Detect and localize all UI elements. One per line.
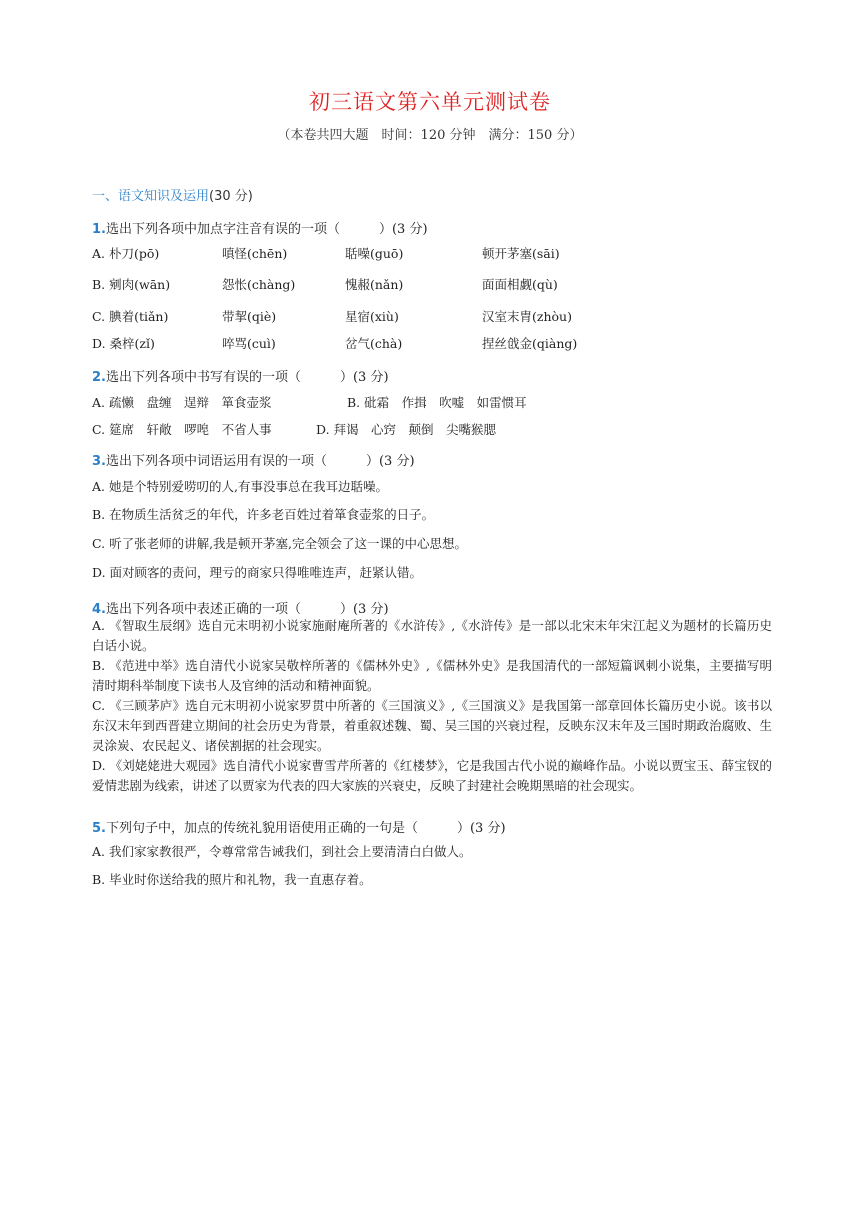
- option-cell: 啐骂(cuì): [222, 336, 276, 351]
- option-cell: 带挈(qiè): [222, 309, 277, 324]
- option-cell: D. 拜谒 心窍 颠倒 尖嘴猴腮: [316, 422, 497, 437]
- option-cell: C. 腆着(tiǎn): [92, 309, 169, 324]
- section-score: (30 分): [209, 189, 253, 204]
- question-3: [92, 450, 415, 469]
- question-number: 2.: [92, 370, 106, 385]
- option-cell: C. 筵席 轩敞 啰唣 不省人事: [92, 422, 272, 437]
- option-cell: 愧赧(nǎn): [345, 277, 404, 292]
- option-cell: 嗔怪(chēn): [222, 246, 288, 261]
- section-heading: [92, 185, 253, 204]
- option-cell: 怨怅(chàng): [222, 277, 296, 292]
- question-text: 选出下列各项中加点字注音有误的一项（ ）(3 分): [105, 222, 428, 237]
- option-c: C. 《三顾茅庐》选自元末明初小说家罗贯中所著的《三国演义》,《三国演义》是我国第一部章回体长篇历史小说。该书以东汉末年到西晋建立期间的社会历史为背景，着重叙述魏、蜀、吴三国的兴衰过程，反映东汉末年及三国时期政治腐败、生灵涂炭、农民起义、诸侯割据的社会现实。: [92, 698, 772, 753]
- question-text: 选出下列各项中书写有误的一项（ ）(3 分): [105, 370, 389, 385]
- option-c: C. 听了张老师的讲解,我是顿开茅塞,完全领会了这一课的中心思想。: [92, 536, 468, 551]
- question-number: 5.: [92, 821, 106, 836]
- question-text: 下列句子中，加点的传统礼貌用语使用正确的一句是（ ）(3 分): [105, 821, 506, 836]
- option-a: A. 《智取生辰纲》选自元末明初小说家施耐庵所著的《水浒传》,《水浒传》是一部以北宋末年宋江起义为题材的长篇历史白话小说。: [92, 618, 772, 653]
- option-cell: 星宿(xiù): [345, 309, 399, 324]
- page-title: 初三语文第六单元测试卷: [309, 90, 551, 114]
- section-label: 一、语文知识及运用: [92, 189, 210, 204]
- option-a: A. 我们家家教很严，令尊常常告诫我们，到社会上要清清白白做人。: [92, 844, 472, 859]
- exam-info: （本卷共四大题 时间：120 分钟 满分：150 分）: [277, 128, 583, 143]
- option-cell: 岔气(chà): [345, 336, 403, 351]
- question-1: [92, 218, 428, 237]
- option-cell: 捏丝戗金(qiàng): [482, 336, 578, 351]
- option-d: D. 《刘姥姥进大观园》选自清代小说家曹雪芹所著的《红楼梦》，它是我国古代小说的巅峰作品。小说以贾宝玉、薛宝钗的爱情悲剧为线索，讲述了以贾家为代表的四大家族的兴衰史，反映了封建社会晚期黑暗的社会现实。: [92, 758, 772, 793]
- option-cell: A. 疏懒 盘缠 逞辩 箪食壶浆: [92, 395, 272, 410]
- option-cell: 汉室末胄(zhòu): [482, 309, 572, 324]
- question-number: 1.: [92, 222, 106, 237]
- question-text: 选出下列各项中表述正确的一项（ ）(3 分): [105, 602, 389, 617]
- option-cell: 顿开茅塞(sāi): [482, 246, 560, 261]
- option-b: B. 毕业时你送给我的照片和礼物，我一直惠存着。: [92, 872, 372, 887]
- option-a: A. 她是个特别爱唠叨的人,有事没事总在我耳边聒噪。: [92, 479, 388, 494]
- option-cell: B. 剜肉(wān): [92, 277, 171, 292]
- question-5: [92, 817, 506, 836]
- option-b: B. 《范进中举》选自清代小说家吴敬梓所著的《儒林外史》,《儒林外史》是我国清代的一部短篇讽刺小说集，主要描写明清时期科举制度下读书人及官绅的活动和精神面貌。: [92, 658, 772, 693]
- option-cell: A. 朴刀(pō): [92, 246, 160, 261]
- option-cell: 面面相觑(qù): [482, 277, 558, 292]
- question-text: 选出下列各项中词语运用有误的一项（ ）(3 分): [105, 454, 415, 469]
- question-number: 3.: [92, 454, 106, 469]
- question-2: [92, 366, 389, 385]
- question-number: 4.: [92, 602, 106, 617]
- option-cell: 聒噪(guō): [345, 246, 404, 261]
- option-d: D. 面对顾客的责问，理亏的商家只得唯唯连声，赶紧认错。: [92, 565, 423, 580]
- question-4: [92, 598, 389, 617]
- option-b: B. 在物质生活贫乏的年代，许多老百姓过着箪食壶浆的日子。: [92, 507, 435, 522]
- option-cell: B. 砒霜 作揖 吹嘘 如雷惯耳: [347, 395, 527, 410]
- option-cell: D. 桑梓(zǐ): [92, 336, 155, 351]
